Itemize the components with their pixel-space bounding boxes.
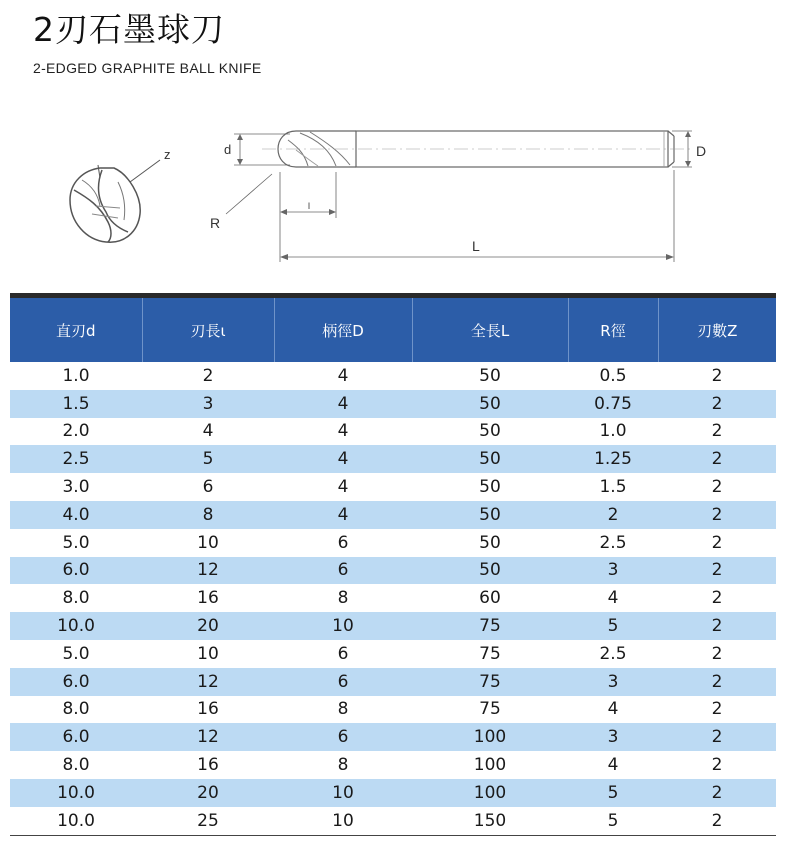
cell-overall-length: 100 [473,755,507,776]
table-row [10,640,776,668]
cell-shank-diameter: 8 [337,588,349,609]
cell-cutting-length: 6 [202,477,214,498]
cell-radius: 4 [607,699,619,720]
cell-overall-length: 60 [479,588,501,609]
cell-overall-length: 50 [479,365,501,386]
cell-radius: 0.5 [599,365,627,386]
col-header-flutes: 刃數Z [658,296,776,363]
cell-cutting-diameter: 6.0 [10,557,142,585]
cell-overall-length: 150 [473,810,507,831]
cell-cutting-length: 20 [142,779,274,807]
cell-flutes: 2 [658,390,776,418]
cell-overall-length: 75 [412,612,568,640]
cell-overall-length: 50 [412,501,568,529]
cell-overall-length: 100 [412,723,568,751]
cell-cutting-diameter: 1.0 [62,365,90,386]
col-header-shank-diameter: 柄徑D [274,296,412,363]
cell-cutting-length: 12 [142,557,274,585]
cell-shank-diameter: 4 [337,365,349,386]
table-row [10,390,776,418]
cell-flutes: 2 [711,532,723,553]
cell-cutting-diameter: 2.5 [10,445,142,473]
cell-flutes: 2 [658,557,776,585]
cell-cutting-length: 10 [197,532,219,553]
cell-flutes: 2 [658,501,776,529]
table-row [10,668,776,696]
cell-overall-length: 50 [412,557,568,585]
r-leader-line [226,174,272,214]
table-row [10,445,776,473]
cell-shank-diameter: 8 [337,755,349,776]
cell-overall-length: 100 [412,779,568,807]
table-row [10,529,776,557]
cell-cutting-length: 20 [142,612,274,640]
side-view-drawing [262,131,694,167]
cell-radius: 1.0 [599,421,627,442]
cell-cutting-diameter: 4.0 [10,501,142,529]
cell-radius: 1.5 [599,477,627,498]
cell-flutes: 2 [711,421,723,442]
table-row [10,473,776,501]
cell-cutting-diameter: 3.0 [62,477,90,498]
cell-shank-diameter: 6 [337,643,349,664]
cell-radius: 3 [568,668,658,696]
cell-flutes: 2 [711,699,723,720]
cell-radius: 2.5 [599,532,627,553]
cell-flutes: 2 [711,588,723,609]
cell-cutting-diameter: 8.0 [62,699,90,720]
cell-shank-diameter: 4 [274,501,412,529]
table-row [10,557,776,585]
cell-shank-diameter: 6 [337,532,349,553]
z-label: z [164,147,171,162]
cell-overall-length: 50 [479,477,501,498]
cell-flutes: 2 [658,668,776,696]
cell-radius: 5 [607,810,619,831]
cell-cutting-diameter: 8.0 [62,588,90,609]
cell-overall-length: 75 [412,668,568,696]
cell-cutting-length: 16 [197,699,219,720]
spec-table [10,293,776,836]
cell-overall-length: 50 [479,421,501,442]
cell-overall-length: 50 [412,445,568,473]
cell-cutting-length: 5 [142,445,274,473]
cell-radius: 5 [568,779,658,807]
cell-shank-diameter: 10 [274,779,412,807]
cell-radius: 0.75 [568,390,658,418]
cell-cutting-length: 4 [202,421,214,442]
cell-cutting-diameter: 10.0 [10,779,142,807]
cell-radius: 3 [568,723,658,751]
cell-shank-diameter: 4 [274,390,412,418]
cell-cutting-diameter: 5.0 [62,532,90,553]
cell-radius: 5 [568,612,658,640]
table-row [10,779,776,807]
l-dimension [280,172,336,222]
cell-cutting-length: 16 [197,755,219,776]
cell-flutes: 2 [658,779,776,807]
big-d-label: D [696,143,707,159]
col-header-radius: R徑 [568,296,658,363]
table-row [10,584,776,612]
cell-cutting-length: 25 [197,810,219,831]
cell-flutes: 2 [711,365,723,386]
cell-radius: 2 [568,501,658,529]
l-label: l [308,201,310,211]
cell-shank-diameter: 10 [332,810,354,831]
cell-flutes: 2 [711,755,723,776]
cell-cutting-length: 2 [202,365,214,386]
table-row [10,362,776,390]
cell-flutes: 2 [658,612,776,640]
cell-shank-diameter: 6 [274,668,412,696]
page-title: 2刃石墨球刀 [33,10,225,49]
cell-overall-length: 75 [479,699,501,720]
cell-flutes: 2 [711,477,723,498]
col-header-cutting-diameter: 直刃d [10,296,142,363]
cell-flutes: 2 [658,445,776,473]
cell-cutting-diameter: 2.0 [62,421,90,442]
cell-cutting-length: 3 [142,390,274,418]
cell-shank-diameter: 6 [274,723,412,751]
table-row [10,723,776,751]
cell-radius: 3 [568,557,658,585]
tool-diagram [0,100,790,270]
cell-radius: 1.25 [568,445,658,473]
table-header-row [10,296,776,363]
cell-radius: 2.5 [599,643,627,664]
cell-shank-diameter: 6 [274,557,412,585]
table-row [10,612,776,640]
cell-cutting-length: 12 [142,723,274,751]
table-row [10,807,776,835]
cell-flutes: 2 [711,810,723,831]
cell-overall-length: 75 [479,643,501,664]
cell-cutting-diameter: 10.0 [10,612,142,640]
cell-overall-length: 50 [479,532,501,553]
d-label: d [224,142,232,157]
table-row [10,696,776,724]
cell-shank-diameter: 4 [337,477,349,498]
table-row [10,501,776,529]
cell-overall-length: 50 [412,390,568,418]
cell-radius: 4 [607,755,619,776]
page-subtitle: 2-EDGED GRAPHITE BALL KNIFE [33,60,262,76]
end-view-drawing [70,160,160,242]
cell-shank-diameter: 8 [337,699,349,720]
cell-cutting-diameter: 6.0 [10,668,142,696]
cell-cutting-length: 12 [142,668,274,696]
cell-flutes: 2 [711,643,723,664]
cell-cutting-length: 10 [197,643,219,664]
cell-cutting-diameter: 6.0 [10,723,142,751]
cell-cutting-length: 8 [142,501,274,529]
cell-shank-diameter: 4 [274,445,412,473]
col-header-cutting-length: 刃長ι [142,296,274,363]
cell-cutting-diameter: 5.0 [62,643,90,664]
cell-radius: 4 [607,588,619,609]
table-row [10,418,776,446]
cell-cutting-length: 16 [197,588,219,609]
cell-flutes: 2 [658,723,776,751]
col-header-overall-length: 全長L [412,296,568,363]
cell-shank-diameter: 10 [274,612,412,640]
cell-cutting-diameter: 8.0 [62,755,90,776]
cell-shank-diameter: 4 [337,421,349,442]
cell-cutting-diameter: 10.0 [57,810,95,831]
cell-cutting-diameter: 1.5 [10,390,142,418]
table-row [10,751,776,779]
r-label: R [210,215,221,231]
big-l-label: L [472,238,480,254]
